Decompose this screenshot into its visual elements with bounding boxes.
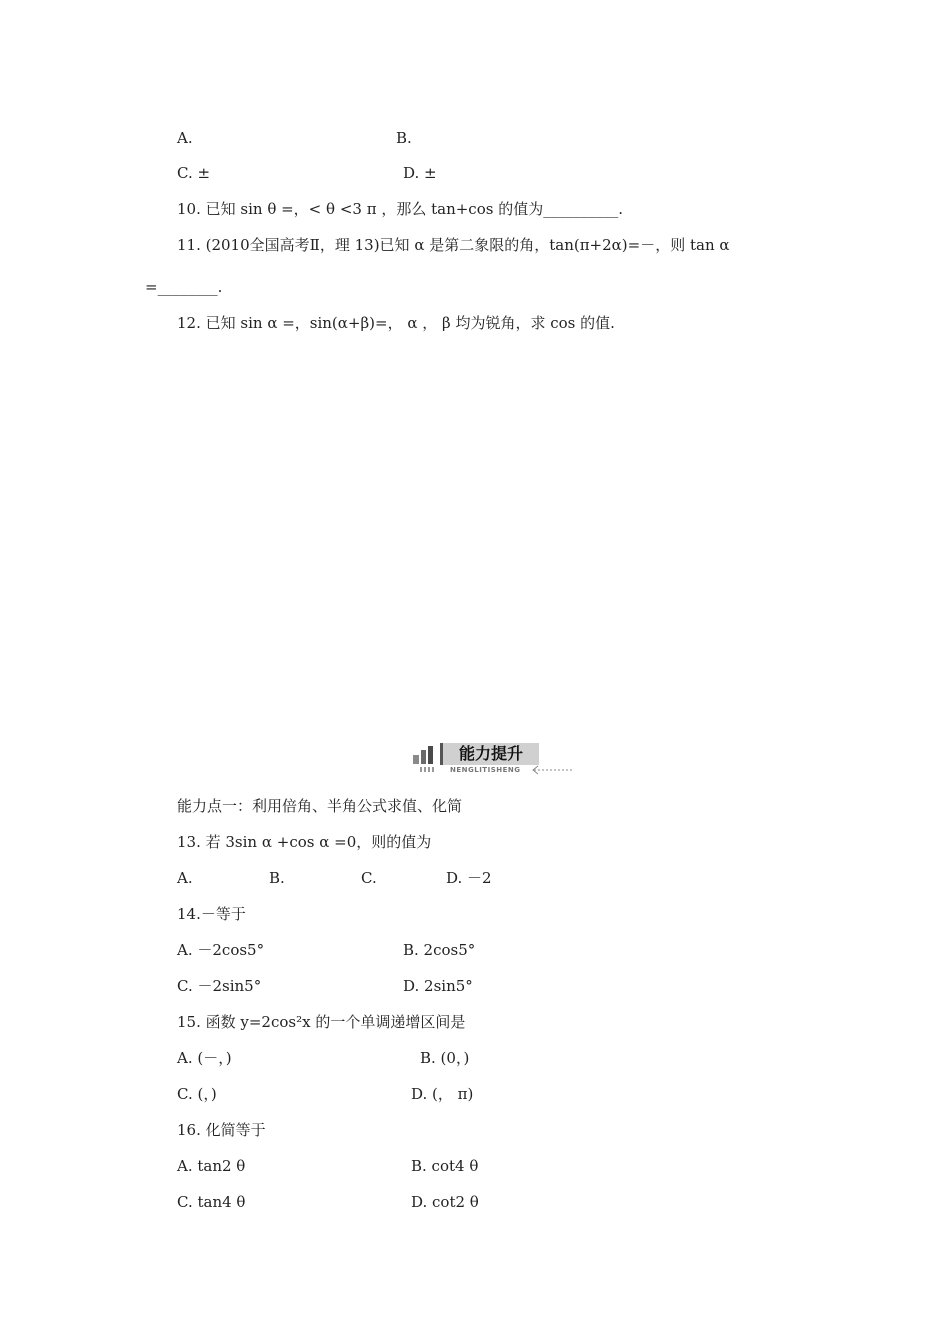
q13-option-b: B. bbox=[269, 869, 285, 887]
section-heading: 能力点一：利用倍角、半角公式求值、化简 bbox=[177, 797, 463, 815]
q16-option-b: B. cot4 θ bbox=[411, 1157, 479, 1175]
q13-option-d: D. －2 bbox=[446, 869, 492, 887]
q9-option-a: A. bbox=[177, 129, 193, 147]
q14-option-d: D. 2sin5° bbox=[403, 977, 473, 995]
q9-option-b: B. bbox=[396, 129, 412, 147]
q16-option-d: D. cot2 θ bbox=[411, 1193, 479, 1211]
q9-option-c: C. ± bbox=[177, 164, 211, 182]
question-15: 15. 函数 y=2cos²x 的一个单调递增区间是 bbox=[177, 1013, 466, 1031]
question-16: 16. 化简等于 bbox=[177, 1121, 266, 1139]
question-11-line1: 11. (2010全国高考Ⅱ，理 13)已知 α 是第二象限的角，tan(π+2α)=－，则 tan α bbox=[177, 236, 730, 254]
question-12: 12. 已知 sin α =，sin(α+β)=， α ， β 均为锐角，求 cos 的值. bbox=[177, 314, 615, 332]
q14-option-a: A. －2cos5° bbox=[177, 941, 265, 959]
q15-option-d: D. (， π) bbox=[411, 1085, 474, 1103]
banner-subtitle: NENGLITISHENG bbox=[450, 766, 521, 774]
q14-option-c: C. －2sin5° bbox=[177, 977, 262, 995]
banner-arrow-icon bbox=[530, 765, 574, 775]
q13-option-c: C. bbox=[361, 869, 377, 887]
section-banner bbox=[412, 743, 574, 777]
q15-option-a: A. (－，) bbox=[177, 1049, 232, 1067]
q13-option-a: A. bbox=[177, 869, 193, 887]
banner-logo-icon bbox=[412, 745, 440, 775]
q16-option-c: C. tan4 θ bbox=[177, 1193, 246, 1211]
q15-option-c: C. (，) bbox=[177, 1085, 217, 1103]
q16-option-a: A. tan2 θ bbox=[177, 1157, 246, 1175]
q9-option-d: D. ± bbox=[403, 164, 437, 182]
question-14: 14.－等于 bbox=[177, 905, 246, 923]
banner-title: 能力提升 bbox=[440, 743, 539, 765]
question-13: 13. 若 3sin α +cos α =0，则的值为 bbox=[177, 833, 432, 851]
q14-option-b: B. 2cos5° bbox=[403, 941, 476, 959]
question-11-line2: =________. bbox=[145, 278, 223, 296]
q15-option-b: B. (0，) bbox=[420, 1049, 470, 1067]
question-10: 10. 已知 sin θ =，< θ <3 π ，那么 tan+cos 的值为__________. bbox=[177, 200, 623, 218]
